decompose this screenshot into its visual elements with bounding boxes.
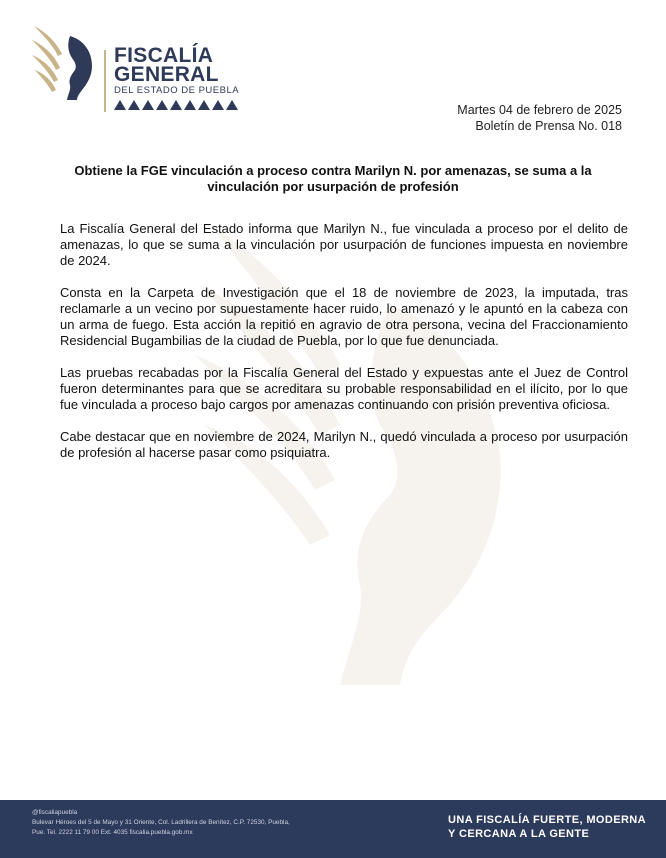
footer-contact [32, 808, 290, 838]
date-block [457, 102, 622, 134]
social-handle: @fiscaliapuebla [32, 809, 78, 816]
footer-address-line2: Pue. Tel. 2222 11 79 00 Ext. 4035 fiscalia.puebla.gob.mx [32, 829, 193, 836]
footer-bar [0, 800, 666, 858]
footer-address-line1: Bulevar Héroes del 5 de Mayo y 31 Oriente, Col. Ladrillera de Benítez, C.P. 72530, Puebla, [32, 819, 290, 826]
slogan-line2: Y CERCANA A LA GENTE [448, 828, 590, 840]
slogan-line1: UNA FISCALÍA FUERTE, MODERNA [448, 814, 646, 826]
headline-line1: Obtiene la FGE vinculación a proceso contra Marilyn N. por amenazas, se suma a la [74, 163, 592, 178]
body-paragraph: Consta en la Carpeta de Investigación que el 18 de noviembre de 2023, la imputada, tras reclamarle a un vecino por supuestamente hacer ruido, lo amenazó y le apuntó en la cabeza con un arma de fuego. Esta acción la repitió en agravio de otra persona, vecina del Fraccionamiento Residencial Bugambilias de la ciudad de Puebla, por lo que fue denunciada. [60, 285, 628, 348]
headline-line2: vinculación por usurpación de profesión [207, 179, 459, 194]
footer-slogan [448, 813, 646, 841]
body-paragraph: Las pruebas recabadas por la Fiscalía General del Estado y expuestas ante el Juez de Control fueron determinantes para que se acreditara su probable responsabilidad en el ilícito, por lo que fue vinculada a proceso bajo cargos por amenazas continuando con prisión preventiva oficiosa. [60, 365, 628, 412]
org-subtitle: DEL ESTADO DE PUEBLA [114, 85, 240, 96]
bulletin-number: Boletín de Prensa No. 018 [475, 119, 622, 133]
decorative-pattern [114, 98, 238, 110]
press-body [60, 221, 628, 477]
fiscalia-emblem-icon [30, 22, 102, 100]
logo-divider [104, 50, 106, 112]
press-headline [60, 163, 606, 195]
body-paragraph: Cabe destacar que en noviembre de 2024, Marilyn N., quedó vinculada a proceso por usurpación de profesión al hacerse pasar como psiquiatra. [60, 429, 628, 460]
body-paragraph: La Fiscalía General del Estado informa que Marilyn N., fue vinculada a proceso por el delito de amenazas, lo que se suma a la vinculación por usurpación de funciones impuesta en noviembre de 2024. [60, 221, 628, 268]
publication-date: Martes 04 de febrero de 2025 [457, 103, 622, 117]
org-name-line2: GENERAL [114, 63, 219, 86]
fiscalia-logo [30, 22, 245, 100]
org-name [114, 46, 219, 84]
org-name-line1: FISCALÍA [114, 44, 214, 67]
